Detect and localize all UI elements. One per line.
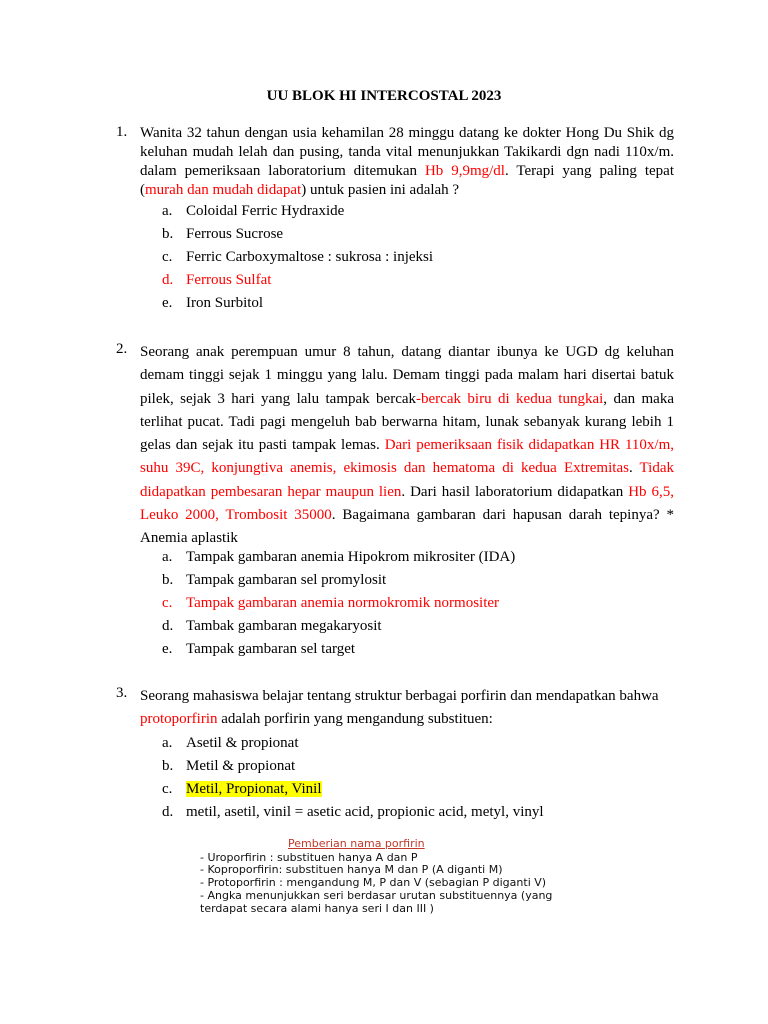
option-letter: b. xyxy=(162,758,174,774)
question-number: 2. xyxy=(116,341,128,357)
stem-segment-highlighted: Dari pemeriksaan fisik didapatkan HR 110x/m, suhu 39C, konjungtiva anemis, ekimosis dan hematoma di kedua Extremitas xyxy=(140,437,674,477)
stem-segment: . Dari hasil laboratorium didapatkan xyxy=(401,483,629,500)
note-line: - Uroporfirin : substituen hanya A dan P xyxy=(200,850,418,864)
option-letter: d. xyxy=(162,272,174,288)
stem-segment: Seorang anak perempuan umur 8 tahun, datang diantar ibunya ke UGD dg keluhan demam tinggi sejak 1 minggu yang lalu. Demam tinggi pada malam hari disertai batuk pilek, sejak 3 hari yang lalu tampak bercak xyxy=(140,344,674,407)
porfirin-note-image xyxy=(200,838,560,915)
option-text: Ferrous Sulfat xyxy=(186,272,272,288)
question-stem xyxy=(140,341,674,551)
option-letter: d. xyxy=(162,618,174,634)
stem-segment: adalah porfirin yang mengandung substituen: xyxy=(217,710,493,727)
option-text: Tampak gambaran sel target xyxy=(186,641,356,657)
note-line: terdapat secara alami hanya seri I dan III ) xyxy=(200,901,434,915)
stem-segment: ) untuk pasien ini adalah ? xyxy=(301,182,460,198)
option-letter: a. xyxy=(162,203,173,219)
answer-option xyxy=(162,638,515,661)
option-letter: c. xyxy=(162,781,173,797)
stem-segment: , dan maka terlihat pucat. Tadi pagi mengeluh bab berwarna hitam, lunak sebanyak kurang lebih 1 gelas dan sejak itu pasti tampak lemas. xyxy=(140,390,674,454)
answer-option xyxy=(162,732,544,755)
document-title: UU BLOK HI INTERCOSTAL 2023 xyxy=(266,88,502,104)
option-text: Iron Surbitol xyxy=(186,295,264,311)
answer-option xyxy=(162,200,433,223)
note-lines xyxy=(200,852,560,916)
note-heading: Pemberian nama porfirin xyxy=(288,837,425,850)
stem-segment: . Terapi yang paling tepat ( xyxy=(140,163,675,198)
option-text: Ferrous Sucrose xyxy=(186,226,284,242)
stem-segment-highlighted: Tidak didapatkan pembesaran hepar maupun lien xyxy=(140,460,674,500)
option-text: Metil & propionat xyxy=(186,758,296,774)
question-number: 3. xyxy=(116,685,128,701)
answer-option xyxy=(162,546,515,569)
option-letter: e. xyxy=(162,641,173,657)
question-3 xyxy=(116,685,674,730)
answer-option xyxy=(162,569,515,592)
answer-option xyxy=(162,778,544,801)
question-2 xyxy=(116,341,674,551)
stem-segment: . xyxy=(628,460,640,477)
option-text: Tampak gambaran sel promylosit xyxy=(186,572,387,588)
option-letter: c. xyxy=(162,249,173,265)
option-letter: a. xyxy=(162,735,173,751)
answer-option xyxy=(162,801,544,824)
stem-segment: . Bagaimana gambaran dari hapusan darah tepinya? * Anemia aplastik xyxy=(140,507,674,547)
question-1 xyxy=(116,124,674,200)
answer-option xyxy=(162,592,515,615)
option-text: metil, asetil, vinil = asetic acid, propionic acid, metyl, vinyl xyxy=(186,804,544,820)
answer-option xyxy=(162,269,433,292)
question-stem xyxy=(140,124,674,200)
option-text: Tampak gambaran anemia Hipokrom mikrositer (IDA) xyxy=(186,549,516,565)
stem-segment-highlighted: murah dan mudah didapat xyxy=(145,182,302,198)
answer-option xyxy=(162,246,433,269)
option-letter: b. xyxy=(162,572,174,588)
note-line: - Koproporfirin: substituen hanya M dan P (A diganti M) xyxy=(200,863,503,877)
stem-segment-highlighted: Hb 9,9mg/dl xyxy=(424,163,505,179)
options-list xyxy=(162,546,515,661)
question-number: 1. xyxy=(116,124,128,140)
stem-segment-highlighted: -bercak biru di kedua tungkai xyxy=(416,390,604,407)
stem-segment-highlighted: protoporfirin xyxy=(140,710,218,727)
stem-segment: Seorang mahasiswa belajar tentang struktur berbagai porfirin dan mendapatkan bahwa xyxy=(140,688,659,704)
question-stem xyxy=(140,685,674,730)
option-letter: a. xyxy=(162,549,173,565)
option-text: Asetil & propionat xyxy=(186,735,299,751)
note-line: - Angka menunjukkan seri berdasar urutan substituennya (yang xyxy=(200,888,553,902)
stem-segment: Wanita 32 tahun dengan usia kehamilan 28 minggu datang ke dokter Hong Du Shik dg keluhan mudah lelah dan pusing, tanda vital menunjukkan Takikardi dgn nadi 110x/m. dalam pemeriksaan laboratorium ditemukan xyxy=(140,125,674,179)
stem-segment-highlighted: Hb 6,5, Leuko 2000, Trombosit 35000 xyxy=(140,483,674,524)
answer-option xyxy=(162,292,433,315)
option-text: Metil, Propionat, Vinil xyxy=(186,781,322,797)
option-letter: b. xyxy=(162,226,174,242)
option-letter: c. xyxy=(162,595,173,611)
answer-option xyxy=(162,755,544,778)
options-list xyxy=(162,200,433,315)
options-list xyxy=(162,732,544,824)
option-letter: d. xyxy=(162,804,174,820)
note-line: - Protoporfirin : mengandung M, P dan V (sebagian P diganti V) xyxy=(200,876,547,890)
option-text: Tambak gambaran megakaryosit xyxy=(186,618,382,634)
option-text: Tampak gambaran anemia normokromik normositer xyxy=(186,595,500,611)
option-text: Ferric Carboxymaltose : sukrosa : injeksi xyxy=(186,249,434,265)
option-letter: e. xyxy=(162,295,173,311)
answer-option xyxy=(162,615,515,638)
option-text: Coloidal Ferric Hydraxide xyxy=(186,203,345,219)
answer-option xyxy=(162,223,433,246)
